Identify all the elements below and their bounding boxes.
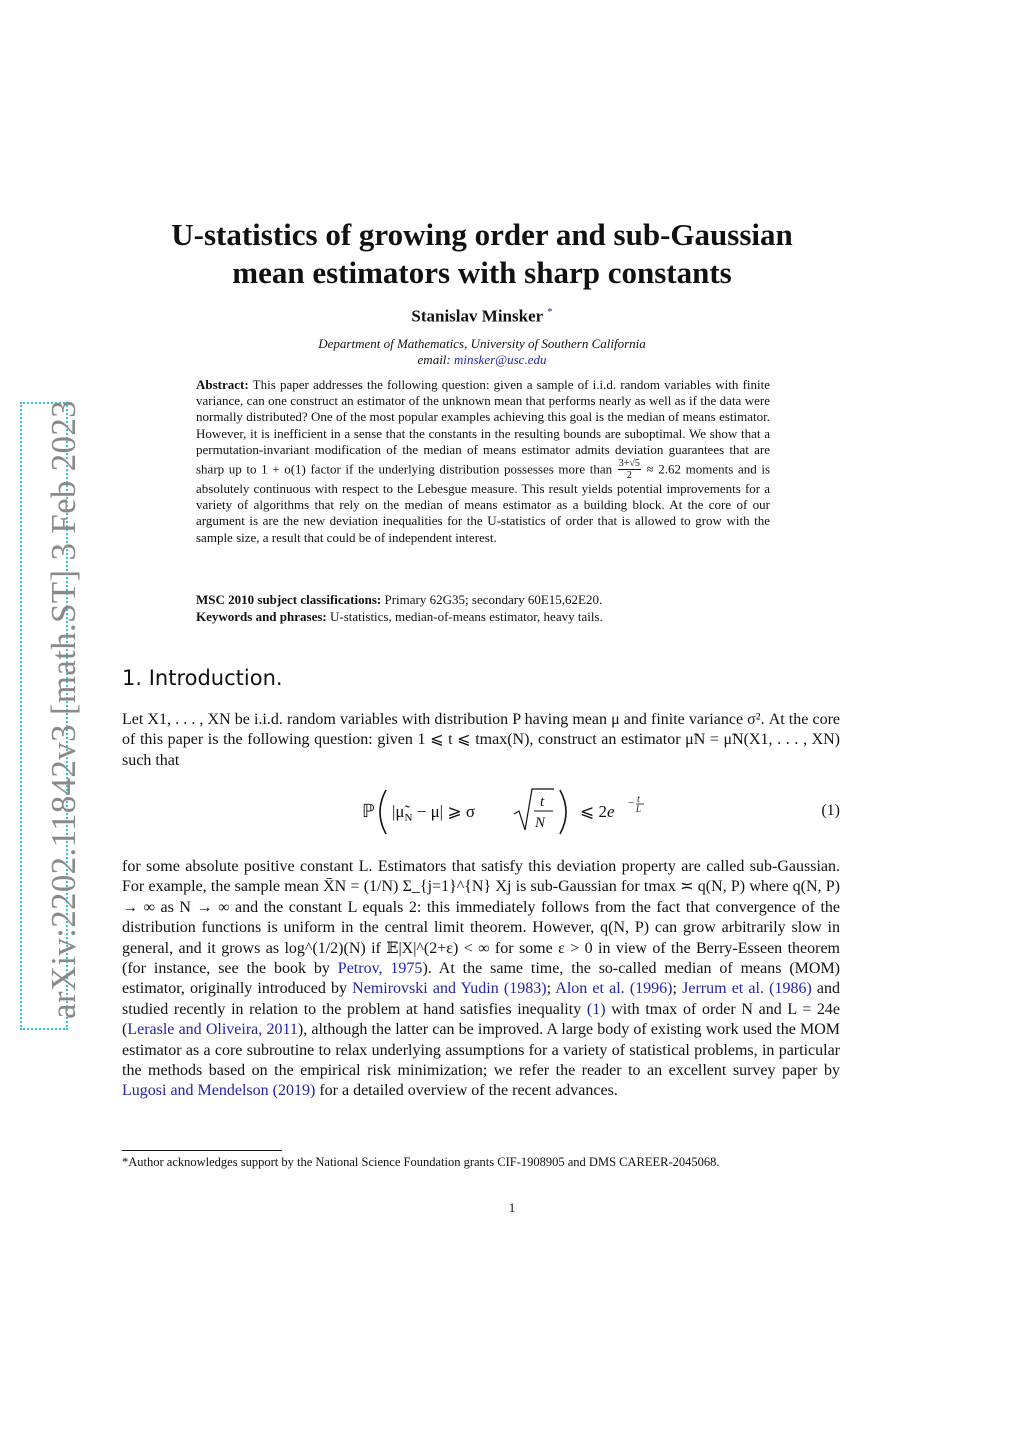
equation-1 (122, 784, 840, 840)
arxiv-identifier: arXiv:2202.11842v3 [math.ST] 3 Feb 2023 (44, 400, 83, 1019)
eq-exp-num: t (637, 794, 640, 805)
cite-nemirovski-yudin[interactable]: Nemirovski and Yudin (352, 980, 499, 998)
paper-title (120, 216, 844, 292)
cite-jerrum[interactable]: Jerrum et al. (682, 980, 764, 998)
p2-text-d: with tmax of order N and L = 24e ( (122, 1000, 841, 1039)
eq-sqrt-num: t (540, 794, 545, 810)
email-label: email: (417, 352, 451, 367)
title-line-1: U-statistics of growing order and sub-Gaussian (171, 217, 793, 252)
abstract (196, 377, 770, 546)
cite-lerasle-oliveira[interactable]: Lerasle and Oliveira, 2011 (127, 1021, 298, 1039)
page-number: 1 (508, 1200, 516, 1215)
eq-exp-minus: − (628, 797, 635, 809)
fraction-numerator: 3+√5 (618, 458, 640, 470)
author-footnote-mark[interactable]: * (547, 306, 553, 318)
eq-abs-term: $|\mũ_N - \mu|$ ⩾ σ (392, 802, 475, 824)
msc-line (196, 592, 770, 609)
cite-alon[interactable]: Alon et al. (555, 980, 625, 998)
cite-nemirovski-year[interactable]: (1983) (503, 980, 547, 998)
eq-left-paren (380, 790, 386, 834)
p2-text-c: and studied recently in relation to the problem at hand satisfies inequality (122, 980, 841, 1018)
eq-right-paren (560, 790, 566, 834)
cite-petrov-1975[interactable]: Petrov, 1975 (337, 960, 423, 978)
footnote-rule (122, 1150, 282, 1151)
eq-sqrt-den: N (535, 815, 546, 831)
p2-text-a: for some absolute positive constant L. Estimators that satisfy this deviation property are called sub-Gaussian. For example, the sample mean X̄N = (1/N) Σ_{j=1}^{N} Xj is sub-Gaussian for tmax ≍ q(N, P) where q(N, P) → ∞ as N → ∞ and the constant L equals 2: this immediately follows from the fact that convergence of the distribution functions is uniform in the central limit theorem. However, q(N, P) can grow arbitrarily slow in general, and it grows as log^(1/2)(N) if 𝔼|X|^(2+ε) < ∞ for some ε > 0 in view of the Berry-Esseen theorem (for instance, see the book by (122, 858, 840, 978)
p2-text-b: ). At the same time, the so-called median of means (MOM) estimator, originally introduced by (122, 960, 841, 998)
classification-block (196, 592, 770, 625)
equation-ref-1[interactable]: (1) (586, 1000, 606, 1018)
fraction-denominator: 2 (626, 470, 632, 482)
email-link[interactable]: minsker@usc.edu (454, 352, 547, 367)
eq-prob-symbol: ℙ (362, 801, 375, 821)
abstract-text-a: This paper addresses the following question: given a sample of i.i.d. random variables with finite variance, can one construct an estimator of the unknown mean that performs nearly as well as if the data were normally distributed? One of the most popular examples achieving this goal is the median of means estimator. However, it is inefficient in a sense that the constants in the resulting bounds are suboptimal. We show that a permutation-invariant modification of the median of means estimator admits deviation guarantees that are sharp up to 1 + o(1) factor if the underlying distribution possesses more than (196, 377, 771, 477)
equation-svg (362, 784, 722, 840)
cite-lugosi-mendelson[interactable]: Lugosi and Mendelson (122, 1082, 269, 1100)
affiliation: Department of Mathematics, University of Southern California (318, 336, 646, 351)
p2-text-f: for a detailed overview of the recent advances. (319, 1082, 618, 1100)
author-line (120, 306, 844, 327)
arxiv-sidebar (20, 400, 83, 1030)
footnote: *Author acknowledges support by the National Science Foundation grants CIF-1908905 and DMS CAREER-2045068. (122, 1155, 720, 1169)
cite-jerrum-year[interactable]: (1986) (769, 980, 812, 998)
eq-sqrt-sign (514, 789, 554, 830)
intro-paragraph-2: for some absolute positive constant L. Estimators that satisfy this deviation property are called sub-Gaussian. For example, the sample mean X̄N = (1/N) Σ_{j=1}^{N} Xj is sub-Gaussian for tmax ≍ q(N, P) where q(N, P) → ∞ as N → ∞ and the constant L equals 2: this immediately follows from the fact that convergence of the distribution functions is uniform in the central limit theorem. However, q(N, P) can grow arbitrarily slow in general, and it grows as log^(1/2)(N) if 𝔼|X|^(2+ε) < ∞ for some ε > 0 in view of the Berry-Esseen theorem (for instance, see the book by Petrov, 1975). At the same time, the so-called median of means (MOM) estimator, originally introduced by Nemirovski and Yudin (1983); Alon et al. (1996); Jerrum et al. (1986) and studied recently in relation to the problem at hand satisfies inequality (1) with tmax of order N and L = 24e (Lerasle and Oliveira, 2011), although the latter can be improved. A large body of existing work used the MOM estimator as a core subroutine to relax underlying assumptions for a variety of statistical problems, in particular the methods based on the empirical risk minimization; we refer the reader to an excellent survey paper by Lugosi and Mendelson (2019) for a detailed overview of the recent advances. (122, 858, 841, 1100)
msc-label: MSC 2010 subject classifications: (196, 592, 382, 607)
author-name: Stanislav Minsker (411, 306, 543, 326)
section-heading-introduction: 1. Introduction. (122, 666, 283, 690)
keywords-line (196, 609, 770, 626)
cite-alon-year[interactable]: (1996) (629, 980, 673, 998)
keywords-label: Keywords and phrases: (196, 608, 327, 624)
msc-text: Primary 62G35; secondary 60E15,62E20. (384, 592, 603, 607)
intro-paragraph-1: Let X1, . . . , XN be i.i.d. random variables with distribution P having mean μ and finite variance σ². At the core of this paper is the following question: given 1 ⩽ t ⩽ tmax(N), construct an estimator μ̃N = μ̃N(X1, . . . , XN) such that (122, 711, 840, 769)
golden-ratio-fraction (618, 458, 641, 481)
equation-body (362, 784, 722, 840)
equation-number: (1) (821, 802, 840, 819)
abstract-text-b: ≈ 2.62 moments and is absolutely continuous with respect to the Lebesgue measure. This result yields potential improvements for a variety of algorithms that rely on the median of means estimator as a building block. At the core of our argument is are the new deviation inequalities for the U-statistics of order that is allowed to grow with the sample size, a result that could be of independent interest. (196, 461, 771, 545)
email-line (120, 352, 844, 368)
p2-text-e: ), although the latter can be improved. A large body of existing work used the MOM estimator as a core subroutine to relax underlying assumptions for a variety of statistical problems, in particular the methods based on the empirical risk minimization; we refer the reader to an excellent survey paper by (122, 1021, 841, 1080)
title-line-2: mean estimators with sharp constants (232, 255, 732, 290)
affiliation-block (120, 336, 844, 368)
abstract-label: Abstract: (196, 377, 249, 392)
eq-exp-den: L (636, 804, 642, 814)
cite-lugosi-year[interactable]: (2019) (272, 1082, 316, 1100)
keywords-text: U-statistics, median-of-means estimator, heavy tails. (330, 608, 603, 624)
eq-rhs: ⩽ 2e (580, 802, 615, 821)
